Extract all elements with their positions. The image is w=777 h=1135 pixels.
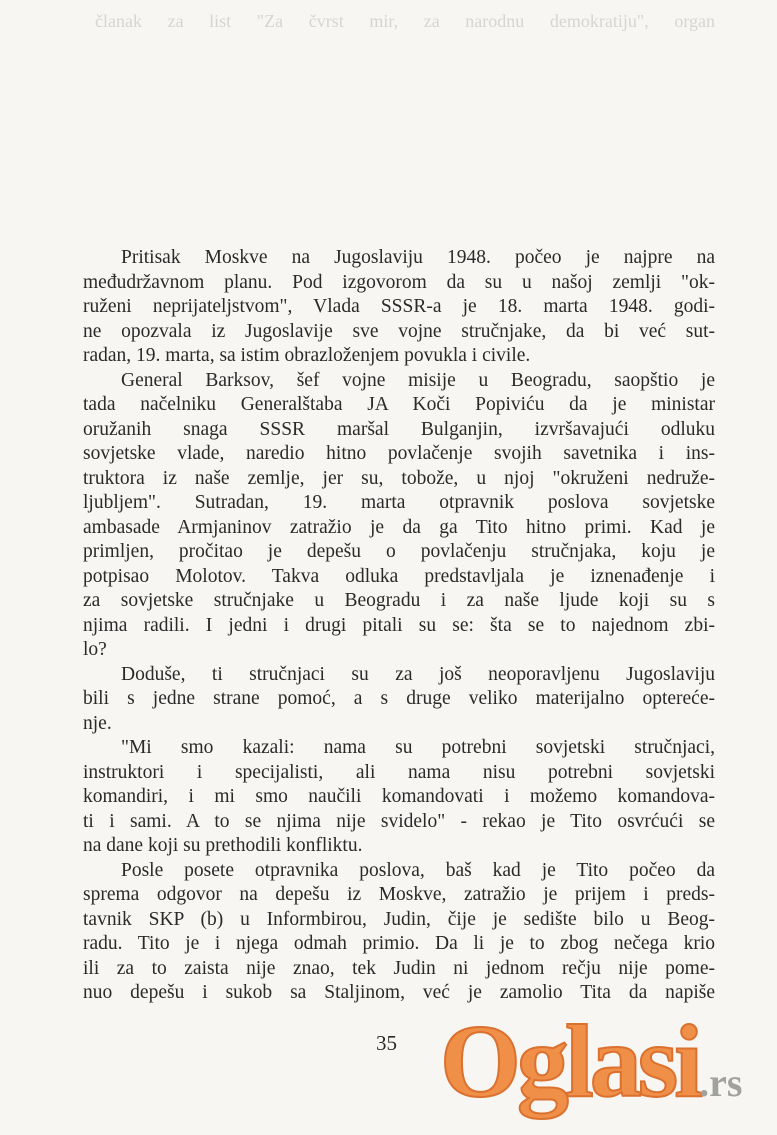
- text-line: Doduše, ti stručnjaci su za još neoporavljenu Jugoslaviju: [121, 663, 715, 685]
- text-line: radu. Tito je i njega odmah primio. Da li je to zbog nečega krio: [83, 933, 715, 954]
- text-line: primljen, pročitao je depešu o povlačenju stručnjaka, koju je: [83, 541, 715, 562]
- text-line: komandiri, i mi smo naučili komandovati i možemo komandova-: [83, 786, 715, 807]
- paragraph: [83, 369, 715, 663]
- text-line: radan, 19. marta, sa istim obrazloženjem povukla i civile.: [83, 345, 531, 366]
- text-line: međudržavnom planu. Pod izgovorom da su u našoj zemlji "ok-: [83, 271, 715, 293]
- paragraph: [83, 859, 715, 1006]
- text-line: potpisao Molotov. Takva odluka predstavljala je iznenađenje i: [83, 565, 715, 587]
- text-line: nje.: [83, 712, 112, 734]
- text-line: ti i sami. A to se njima nije svidelo" - rekao je Tito osvrćući se: [83, 810, 715, 832]
- text-line: ne opozvala iz Jugoslavije sve vojne stručnjake, da bi već sut-: [83, 320, 715, 342]
- text-line: ili za to zaista nije znao, tek Judin ni jednom rečju nije pome-: [83, 957, 715, 979]
- text-line: tavnik SKP (b) u Informbirou, Judin, čije je sedište bilo u Beog-: [83, 908, 715, 930]
- paragraph: [83, 736, 715, 859]
- text-line: ruženi neprijateljstvom", Vlada SSSR-a je 18. marta 1948. godi-: [83, 296, 715, 317]
- page-number: 35: [376, 1031, 397, 1055]
- text-line: tada načelniku Generalštaba JA Koči Popiviću da je ministar: [83, 394, 715, 415]
- text-line: bili s jedne strane pomoć, a s druge veliko materijalno optereće-: [83, 688, 715, 709]
- text-line: ambasade Armjaninov zatražio je da ga Tito hitno primi. Kad je: [83, 516, 715, 538]
- bleed-through-text: [95, 10, 715, 33]
- watermark-main: Oglasi: [440, 1004, 700, 1119]
- text-line: nuo depešu i sukob sa Staljinom, već je zamolio Tita da napiše: [83, 982, 715, 1003]
- text-line: lo?: [83, 639, 107, 660]
- page-body: [83, 246, 715, 1006]
- text-line: njima radili. I jedni i drugi pitali su se: šta se to najednom zbi-: [83, 614, 715, 636]
- text-line: "Mi smo kazali: nama su potrebni sovjetski stručnjaci,: [121, 737, 715, 758]
- text-line: za sovjetske stručnjake u Beogradu i za naše ljude koji su s: [83, 590, 715, 611]
- paragraph: [83, 246, 715, 369]
- watermark-suffix: .rs: [699, 1060, 743, 1105]
- text-line: General Barksov, šef vojne misije u Beogradu, saopštio je: [121, 369, 715, 391]
- text-line: oružanih snaga SSSR maršal Bulganjin, izvršavajući odluku: [83, 418, 715, 440]
- text-line: sovjetske vlade, naredio hitno povlačenje svojih savetnika i ins-: [83, 443, 715, 464]
- text-line: truktora iz naše zemlje, jer su, tobože, u njoj "okruženi nedruže-: [83, 467, 715, 489]
- paragraph: [83, 663, 715, 737]
- text-line: sprema odgovor na depešu iz Moskve, zatražio je prijem i preds-: [83, 884, 715, 905]
- text-line: instruktori i specijalisti, ali nama nisu potrebni sovjetski: [83, 761, 715, 783]
- text-line: ljubljem". Sutradan, 19. marta otpravnik poslova sovjetske: [83, 492, 715, 513]
- text-line: na dane koji su prethodili konfliktu.: [83, 835, 363, 856]
- text-line: Pritisak Moskve na Jugoslaviju 1948. počeo je najpre na: [121, 247, 715, 268]
- ghost-line: članak za list "Za čvrst mir, za narodnu demokratiju", organ: [95, 11, 715, 31]
- watermark-logo: [440, 1004, 743, 1119]
- text-line: Posle posete otpravnika poslova, baš kad je Tito počeo da: [121, 859, 715, 881]
